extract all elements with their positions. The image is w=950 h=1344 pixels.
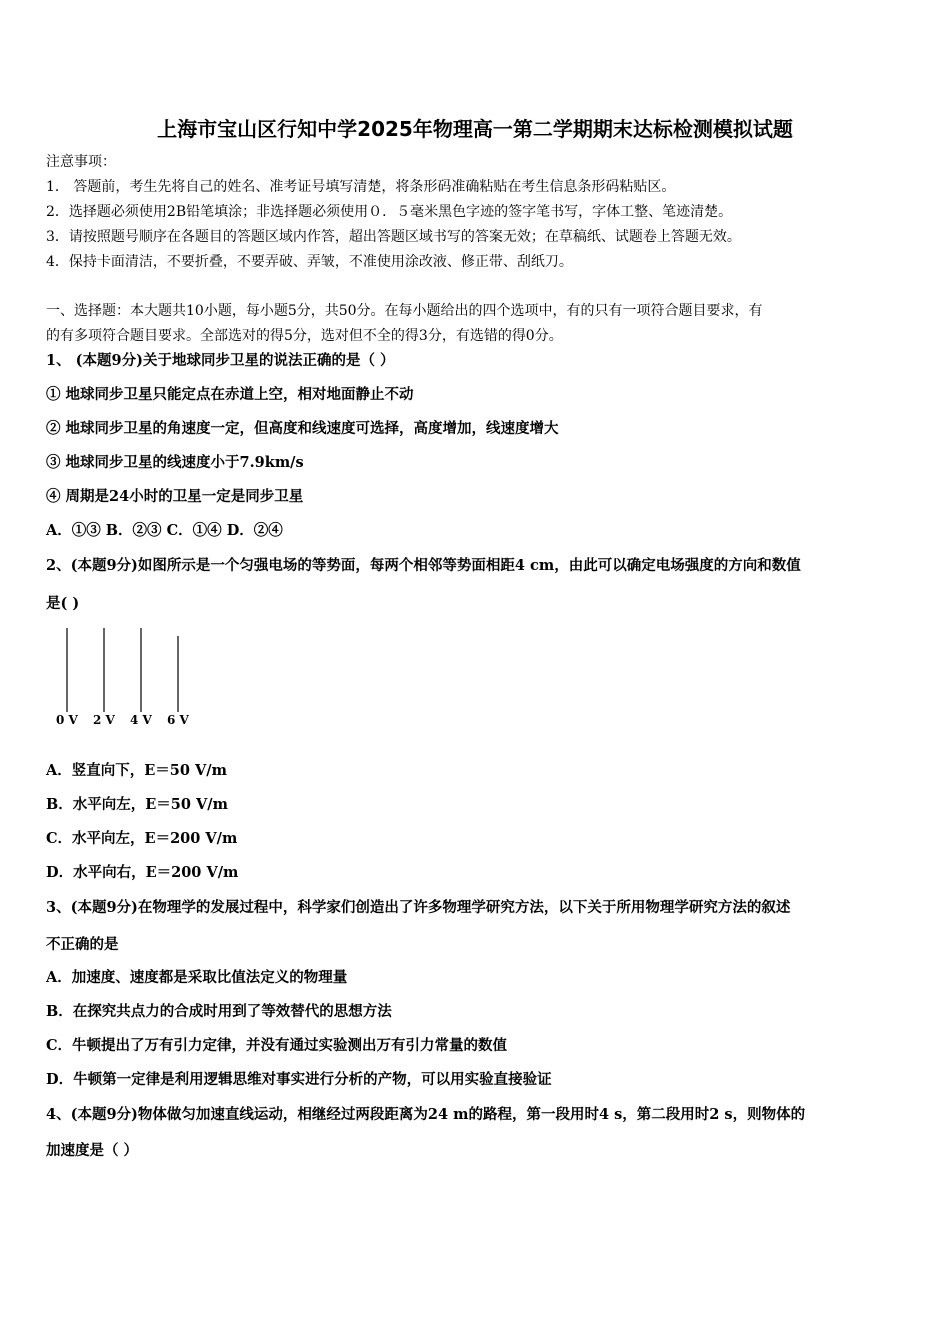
notice-item: 1． 答题前，考生先将自己的姓名、准考证号填写清楚，将条形码准确粘贴在考生信息条形码粘贴区。 <box>46 179 676 195</box>
q2-option: D．水平向右，E＝200 V/m <box>46 864 239 881</box>
q3-stem-line2: 不正确的是 <box>46 936 119 953</box>
q4-stem-line1: 4、(本题9分)物体做匀加速直线运动，相继经过两段距离为24 m的路程，第一段用时4 s，第二段用时2 s，则物体的 <box>46 1106 806 1123</box>
notice-item: 2．选择题必须使用2B铅笔填涂；非选择题必须使用０．５毫米黑色字迹的签字笔书写，字体工整、笔迹清楚。 <box>46 204 733 220</box>
q1-statement: ① 地球同步卫星只能定点在赤道上空，相对地面静止不动 <box>46 386 414 403</box>
q1-stem: 1、 (本题9分)关于地球同步卫星的说法正确的是（ ） <box>46 352 395 369</box>
q3-option: C．牛顿提出了万有引力定律，并没有通过实验测出万有引力常量的数值 <box>46 1037 508 1054</box>
potential-label: 0 V <box>56 713 78 727</box>
notice-item: 4．保持卡面清洁，不要折叠，不要弄破、弄皱，不准使用涂改液、修正带、刮纸刀。 <box>46 254 573 270</box>
q3-stem-line1: 3、(本题9分)在物理学的发展过程中，科学家们创造出了许多物理学研究方法，以下关于所用物理学研究方法的叙述 <box>46 899 791 916</box>
q1-options: A．①③ B．②③ C．①④ D．②④ <box>46 522 283 539</box>
notice-item: 3．请按照题号顺序在各题目的答题区域内作答，超出答题区域书写的答案无效；在草稿纸、试题卷上答题无效。 <box>46 229 741 245</box>
q3-option: A．加速度、速度都是采取比值法定义的物理量 <box>46 969 348 986</box>
potential-label: 2 V <box>93 713 115 727</box>
equipotential-diagram <box>46 624 206 734</box>
q3-option: D．牛顿第一定律是利用逻辑思维对事实进行分析的产物，可以用实验直接验证 <box>46 1071 552 1088</box>
q2-option: C．水平向左，E＝200 V/m <box>46 830 238 847</box>
q2-option: B．水平向左，E＝50 V/m <box>46 796 228 813</box>
q3-option: B．在探究共点力的合成时用到了等效替代的思想方法 <box>46 1003 392 1020</box>
q1-statement: ② 地球同步卫星的角速度一定，但高度和线速度可选择，高度增加，线速度增大 <box>46 420 559 437</box>
potential-label: 4 V <box>130 713 152 727</box>
q2-stem-line1: 2、(本题9分)如图所示是一个匀强电场的等势面，每两个相邻等势面相距4 cm，由此可以确定电场强度的方向和数值 <box>46 557 801 574</box>
q1-statement: ③ 地球同步卫星的线速度小于7.9km/s <box>46 454 304 471</box>
q4-stem-line2: 加速度是（ ） <box>46 1142 139 1159</box>
q2-option: A．竖直向下，E＝50 V/m <box>46 762 227 779</box>
q1-statement: ④ 周期是24小时的卫星一定是同步卫星 <box>46 488 304 505</box>
section-instructions-line1: 一、选择题：本大题共10小题，每小题5分，共50分。在每小题给出的四个选项中，有的只有一项符合题目要求，有 <box>46 303 763 319</box>
exam-title: 上海市宝山区行知中学2025年物理高一第二学期期末达标检测模拟试题 <box>157 117 793 141</box>
q2-stem-line2: 是( ) <box>46 595 80 612</box>
notice-heading: 注意事项： <box>46 154 116 170</box>
section-instructions-line2: 的有多项符合题目要求。全部选对的得5分，选对但不全的得3分，有选错的得0分。 <box>46 328 563 344</box>
potential-label: 6 V <box>167 713 189 727</box>
